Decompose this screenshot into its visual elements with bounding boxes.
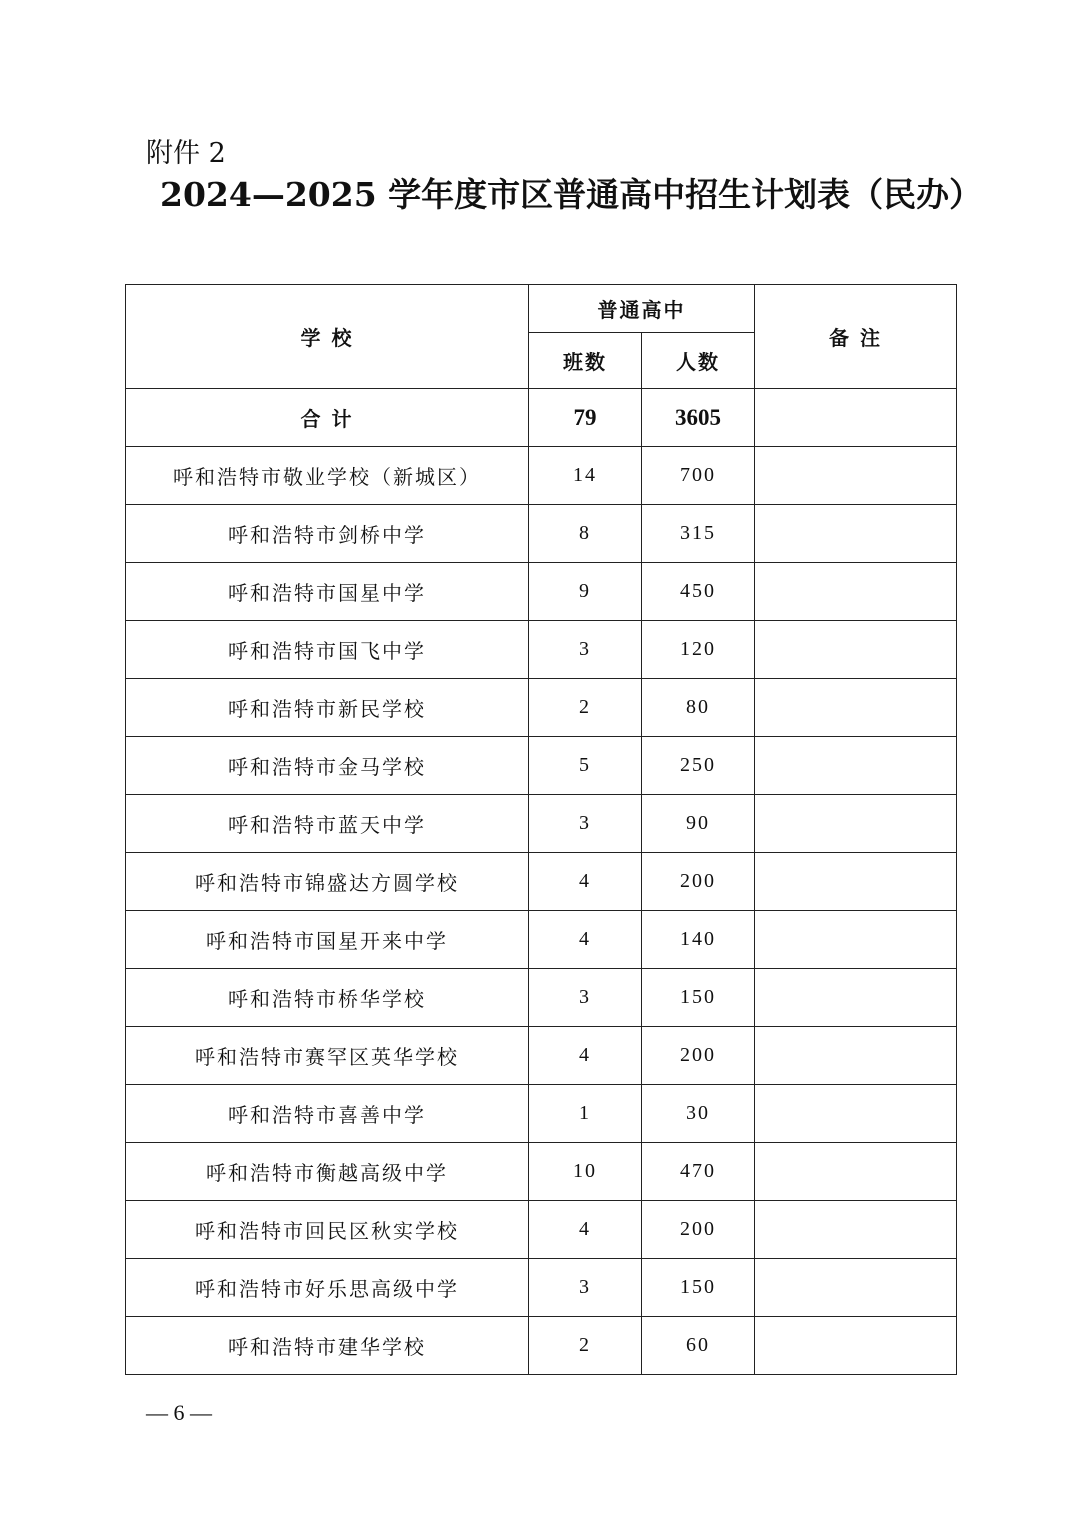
students-cell: 700 — [642, 447, 755, 505]
school-name-cell: 呼和浩特市桥华学校 — [126, 969, 529, 1027]
school-name-cell: 呼和浩特市衡越高级中学 — [126, 1143, 529, 1201]
remarks-cell — [755, 969, 957, 1027]
students-cell: 60 — [642, 1317, 755, 1375]
students-cell: 120 — [642, 621, 755, 679]
school-name-cell: 呼和浩特市新民学校 — [126, 679, 529, 737]
school-name-cell: 呼和浩特市建华学校 — [126, 1317, 529, 1375]
remarks-cell — [755, 1085, 957, 1143]
school-name-cell: 呼和浩特市剑桥中学 — [126, 505, 529, 563]
total-remarks — [755, 389, 957, 447]
header-students: 人数 — [642, 333, 755, 389]
school-name-cell: 呼和浩特市赛罕区英华学校 — [126, 1027, 529, 1085]
school-name-cell: 呼和浩特市国星开来中学 — [126, 911, 529, 969]
classes-cell: 8 — [529, 505, 642, 563]
school-name-cell: 呼和浩特市锦盛达方圆学校 — [126, 853, 529, 911]
header-remarks: 备 注 — [755, 285, 957, 389]
classes-cell: 4 — [529, 853, 642, 911]
students-cell: 450 — [642, 563, 755, 621]
students-cell: 470 — [642, 1143, 755, 1201]
enrollment-plan-table — [125, 284, 957, 1375]
table-row — [126, 1085, 957, 1143]
table-row — [126, 505, 957, 563]
table-row — [126, 795, 957, 853]
table-row — [126, 679, 957, 737]
table-row — [126, 1143, 957, 1201]
remarks-cell — [755, 1201, 957, 1259]
remarks-cell — [755, 1143, 957, 1201]
students-cell: 250 — [642, 737, 755, 795]
school-name-cell: 呼和浩特市金马学校 — [126, 737, 529, 795]
table-row — [126, 969, 957, 1027]
table-row — [126, 911, 957, 969]
remarks-cell — [755, 1317, 957, 1375]
table-row — [126, 1317, 957, 1375]
classes-cell: 1 — [529, 1085, 642, 1143]
students-cell: 200 — [642, 853, 755, 911]
school-name-cell: 呼和浩特市好乐思高级中学 — [126, 1259, 529, 1317]
students-cell: 200 — [642, 1201, 755, 1259]
school-name-cell: 呼和浩特市敬业学校（新城区） — [126, 447, 529, 505]
header-classes: 班数 — [529, 333, 642, 389]
header-row-1 — [126, 285, 957, 333]
table-row — [126, 1201, 957, 1259]
classes-cell: 3 — [529, 621, 642, 679]
table-row — [126, 563, 957, 621]
remarks-cell — [755, 795, 957, 853]
school-name-cell: 呼和浩特市国星中学 — [126, 563, 529, 621]
table-row — [126, 1027, 957, 1085]
total-label: 合 计 — [126, 389, 529, 447]
classes-cell: 10 — [529, 1143, 642, 1201]
remarks-cell — [755, 737, 957, 795]
school-name-cell: 呼和浩特市蓝天中学 — [126, 795, 529, 853]
remarks-cell — [755, 679, 957, 737]
school-name-cell: 呼和浩特市国飞中学 — [126, 621, 529, 679]
classes-cell: 4 — [529, 911, 642, 969]
total-students: 3605 — [642, 389, 755, 447]
students-cell: 30 — [642, 1085, 755, 1143]
students-cell: 80 — [642, 679, 755, 737]
table-row — [126, 737, 957, 795]
classes-cell: 9 — [529, 563, 642, 621]
classes-cell: 2 — [529, 1317, 642, 1375]
classes-cell: 5 — [529, 737, 642, 795]
school-name-cell: 呼和浩特市回民区秋实学校 — [126, 1201, 529, 1259]
remarks-cell — [755, 1259, 957, 1317]
classes-cell: 3 — [529, 1259, 642, 1317]
classes-cell: 3 — [529, 795, 642, 853]
classes-cell: 4 — [529, 1201, 642, 1259]
classes-cell: 2 — [529, 679, 642, 737]
students-cell: 200 — [642, 1027, 755, 1085]
classes-cell: 3 — [529, 969, 642, 1027]
page-number: — 6 — — [146, 1400, 212, 1425]
students-cell: 90 — [642, 795, 755, 853]
remarks-cell — [755, 1027, 957, 1085]
header-group-general-high-school: 普通高中 — [529, 285, 755, 333]
students-cell: 140 — [642, 911, 755, 969]
classes-cell: 14 — [529, 447, 642, 505]
document-title: 2024—2025 学年度市区普通高中招生计划表（民办） — [160, 175, 983, 214]
students-cell: 150 — [642, 1259, 755, 1317]
students-cell: 315 — [642, 505, 755, 563]
table-row — [126, 447, 957, 505]
remarks-cell — [755, 505, 957, 563]
table-row — [126, 1259, 957, 1317]
students-cell: 150 — [642, 969, 755, 1027]
header-school: 学 校 — [126, 285, 529, 389]
remarks-cell — [755, 911, 957, 969]
remarks-cell — [755, 563, 957, 621]
school-name-cell: 呼和浩特市喜善中学 — [126, 1085, 529, 1143]
classes-cell: 4 — [529, 1027, 642, 1085]
total-classes: 79 — [529, 389, 642, 447]
table-row — [126, 853, 957, 911]
remarks-cell — [755, 621, 957, 679]
remarks-cell — [755, 447, 957, 505]
table-row — [126, 621, 957, 679]
total-row — [126, 389, 957, 447]
remarks-cell — [755, 853, 957, 911]
attachment-label: 附件 2 — [146, 138, 226, 169]
